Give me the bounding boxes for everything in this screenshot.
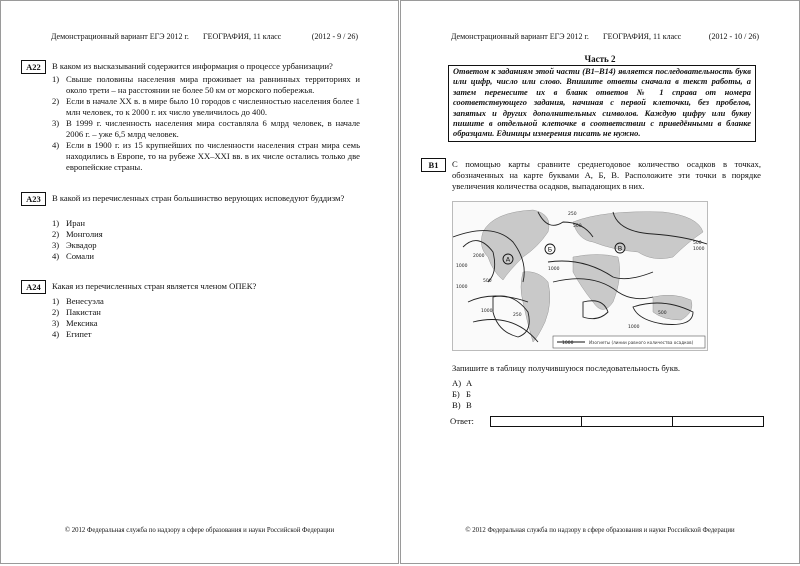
option: 4) Если в 1900 г. из 15 крупнейших по численности населения стран мира семь находились в Европе, то на рубеже XX–XXI вв. в их числе остались только две европейские страны. [52, 140, 360, 172]
world-map-graphic [453, 202, 707, 350]
svg-text:1000: 1000 [481, 309, 493, 314]
svg-text:Б: Б [547, 245, 553, 254]
option: 1) Иран [52, 218, 85, 228]
svg-text:2000: 2000 [473, 254, 485, 259]
precipitation-map [452, 201, 708, 351]
options-a22 [52, 74, 360, 173]
part-instructions: Ответом к заданиям этой части (B1–B14) является последовательность букв или цифр, число или слово. Впишите ответы сначала в текст работы, а затем перенесите их в бланк ответов № 1 справа от номера соответствующего задания, начиная с первой клеточки, без пробелов, запятых и других дополнительных символов. Каждую цифру или букву пишите в отдельной клеточке в соответствии с приведёнными в бланке образцами. Единицы измерения писать не нужно. [448, 65, 756, 142]
page-header [51, 32, 358, 41]
option: 4) Сомали [52, 251, 95, 261]
option: 1) Свыше половины населения мира проживает на равнинных территориях и около трети – на расстоянии не более 50 км от морского побережья. [52, 74, 360, 95]
answer-label: Ответ: [450, 416, 474, 426]
svg-text:500: 500 [573, 224, 582, 229]
header-page-number: (2012 - 9 / 26) [311, 32, 358, 41]
option: 3) Мексика [52, 318, 98, 328]
question-number-a24: A24 [21, 280, 46, 294]
svg-text:В: В [617, 244, 623, 253]
header-subject: ГЕОГРАФИЯ, 11 класс [202, 32, 282, 41]
question-number-a22: A22 [21, 60, 46, 74]
question-number-a23: A23 [21, 192, 46, 206]
svg-text:1000: 1000 [548, 267, 560, 272]
option: 2) Монголия [52, 229, 103, 239]
option: 2) Пакистан [52, 307, 101, 317]
answer-cell-3[interactable] [673, 417, 763, 426]
option: 4) Египет [52, 329, 92, 339]
svg-text:500: 500 [658, 311, 667, 316]
answer-cell-2[interactable] [582, 417, 673, 426]
options-a23 [52, 218, 360, 262]
option: 3) В 1999 г. численность населения мира составляла 6 млрд человек, в начале 2006 г. – уже 6,5 млрд человек. [52, 118, 360, 139]
header-page-number: (2012 - 10 / 26) [708, 32, 759, 41]
svg-text:1000: 1000 [562, 341, 574, 346]
option: 3) Эквадор [52, 240, 97, 250]
question-text-a23: В какой из перечисленных стран большинство верующих исповедуют буддизм? [52, 193, 345, 203]
answer-table [490, 416, 764, 427]
option: 1) Венесуэла [52, 296, 104, 306]
options-a24 [52, 296, 360, 340]
svg-text:1000: 1000 [628, 325, 640, 330]
question-text-a24: Какая из перечисленных стран является членом ОПЕК? [52, 281, 257, 291]
option: В) В [452, 400, 472, 410]
page-footer: © 2012 Федеральная служба по надзору в сфере образования и науки Российской Федерации [64, 527, 335, 534]
svg-text:1000: 1000 [693, 247, 705, 252]
question-number-b1: B1 [421, 158, 446, 172]
page-footer: © 2012 Федеральная служба по надзору в сфере образования и науки Российской Федерации [465, 527, 735, 534]
map-legend-text: Изогиеты (линии равного количества осадков) [589, 340, 694, 345]
part-title: Часть 2 [584, 54, 616, 64]
svg-text:250: 250 [513, 313, 522, 318]
header-subject: ГЕОГРАФИЯ, 11 класс [602, 32, 682, 41]
question-text-a22: В каком из высказываний содержится информация о процессе урбанизации? [52, 61, 333, 71]
svg-text:500: 500 [483, 279, 492, 284]
svg-text:250: 250 [568, 212, 577, 217]
svg-text:А: А [505, 255, 511, 264]
page-header [451, 32, 759, 41]
option: Б) Б [452, 389, 471, 399]
options-b1 [452, 378, 761, 411]
header-variant: Демонстрационный вариант ЕГЭ 2012 г. [51, 32, 189, 41]
option: 2) Если в начале XX в. в мире было 10 городов с численностью населения более 1 млн человек, то к 2000 г. их число увеличилось до 400. [52, 96, 360, 117]
svg-text:1000: 1000 [456, 264, 468, 269]
svg-text:500: 500 [693, 241, 702, 246]
question-text-b1: С помощью карты сравните среднегодовое количество осадков в точках, обозначенных на карте буквами А, Б, В. Расположите эти точки в порядке увеличения количества осадков, выпадающих в них. [452, 159, 761, 191]
table-instruction: Запишите в таблицу получившуюся последовательность букв. [452, 363, 681, 373]
answer-cell-1[interactable] [491, 417, 582, 426]
header-variant: Демонстрационный вариант ЕГЭ 2012 г. [451, 32, 589, 41]
page-9 [0, 0, 399, 564]
option: А) А [452, 378, 473, 388]
svg-text:1000: 1000 [456, 285, 468, 290]
